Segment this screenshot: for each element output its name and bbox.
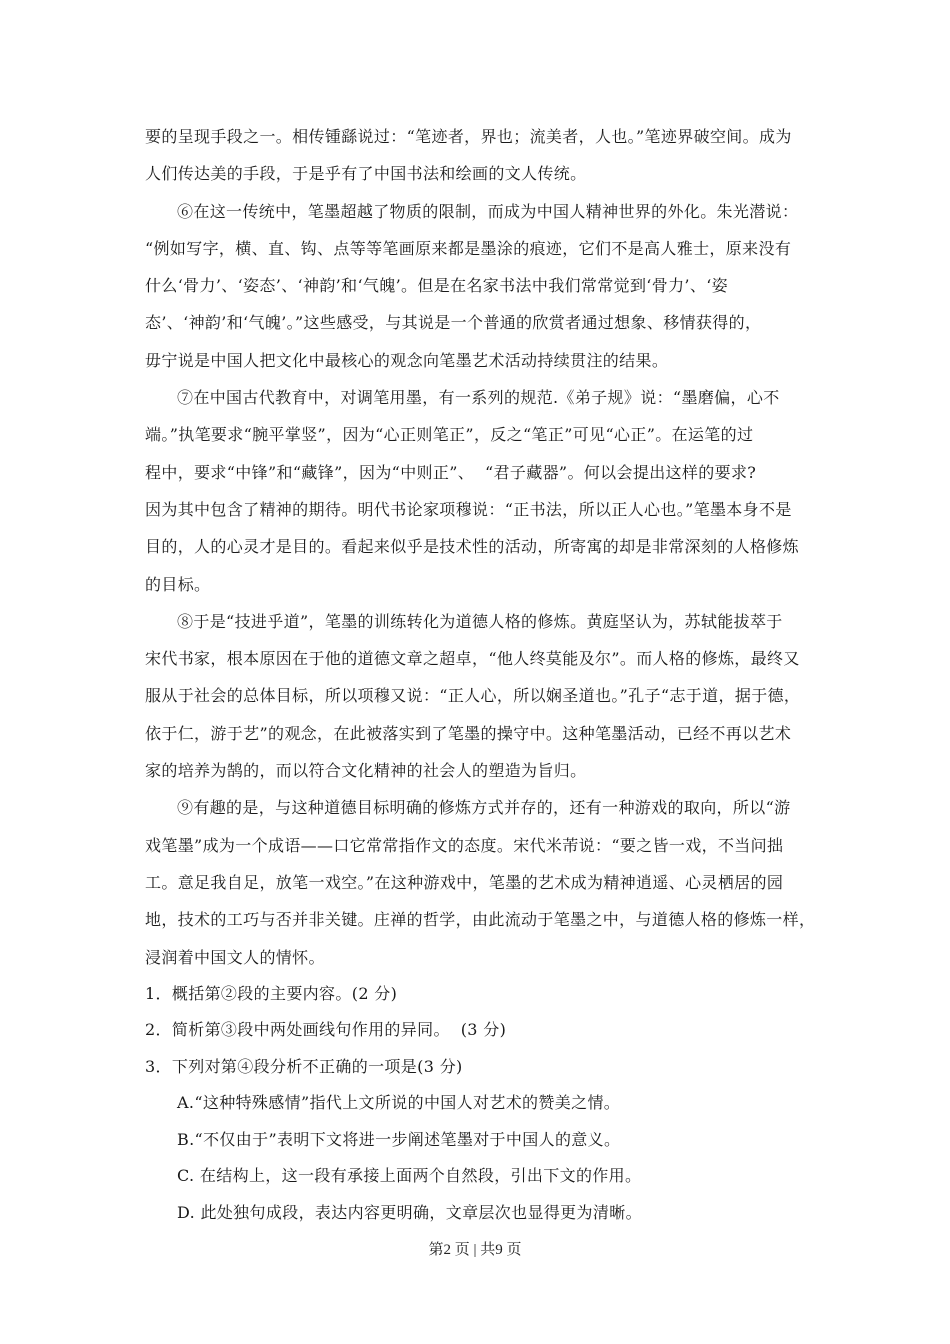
text-line: 要的呈现手段之一。相传锺繇说过：“笔迹者，界也；流美者，人也。”笔迹界破空间。成为 [145, 127, 792, 146]
text-line: 依于仁，游于艺”的观念，在此被落实到了笔墨的操守中。这种笔墨活动，已经不再以艺术 [145, 723, 792, 743]
text-line: 工。意足我自足，放笔一戏空。”在这种游戏中，笔墨的艺术成为精神逍遥、心灵栖居的园 [145, 872, 784, 892]
option-c: C. 在结构上，这一段有承接上面两个自然段，引出下文的作用。 [177, 1166, 642, 1186]
option-a: A.“这种特殊感情”指代上文所说的中国人对艺术的赞美之情。 [177, 1093, 621, 1113]
text-line: 程中，要求“中锋”和“藏锋”，因为“中则正”、 “君子藏器”。何以会提出这样的要求? [145, 462, 757, 482]
text-line: 态’、‘神韵’和‘气魄’。”这些感受，与其说是一个普通的欣赏者通过想象、移情获得的， [145, 313, 762, 333]
text-line: 家的培养为鹄的，而以符合文化精神的社会人的塑造为旨归。 [145, 761, 587, 781]
document-page [145, 118, 816, 1231]
page-footer: 第2 页 | 共9 页 [428, 1242, 522, 1258]
option-b: B.“不仅由于”表明下文将进一步阐述笔墨对于中国人的意义。 [177, 1129, 621, 1149]
text-line: 因为其中包含了精神的期待。明代书论家项穆说：“正书法，所以正人心也。”笔墨本身不是 [145, 499, 792, 519]
text-line: 服从于社会的总体目标，所以项穆又说：“正人心，所以娴圣道也。”孔子“志于道，据于德， [145, 686, 801, 706]
text-line: “例如写字，横、直、钩、点等等笔画原来都是墨涂的痕迹，它们不是高人雅士，原来没有 [145, 238, 792, 258]
text-line: 人们传达美的手段，于是乎有了中国书法和绘画的文人传统。 [145, 164, 587, 184]
question-1: 1．概括第②段的主要内容。(2 分) [145, 983, 398, 1003]
paragraph-9 [145, 789, 816, 975]
paragraph-6 [145, 193, 807, 379]
text-line: 的目标。 [145, 574, 211, 594]
text-line: 戏笔墨”成为一个成语——口它常常指作文的态度。宋代米芾说：“要之皆一戏，不当问拙 [145, 835, 784, 855]
text-line: ⑥在这一传统中，笔墨超越了物质的限制，而成为中国人精神世界的外化。朱光潜说： [177, 201, 799, 221]
text-line: 端。”执笔要求“腕平掌竖”，因为“心正则笔正”，反之“笔正”可见“心正”。在运笔的过 [145, 425, 754, 445]
question-3: 3．下列对第④段分析不正确的一项是(3 分) [145, 1056, 463, 1076]
paragraph-8 [145, 603, 807, 789]
question-list [145, 976, 807, 1086]
text-line: ⑨有趣的是，与这种道德目标明确的修炼方式并存的，还有一种游戏的取向，所以“游 [177, 798, 791, 818]
question-3-options [145, 1085, 807, 1231]
text-line: ⑧于是“技进乎道”，笔墨的训练转化为道德人格的修炼。黄庭坚认为，苏轼能拔萃于 [177, 611, 783, 631]
question-2: 2．简析第③段中两处画线句作用的异同。 (3 分) [145, 1020, 507, 1040]
text-line: 目的，人的心灵才是目的。看起来似乎是技术性的活动，所寄寓的却是非常深刻的人格修炼 [145, 537, 800, 557]
text-line: 地，技术的工巧与否并非关键。庄禅的哲学，由此流动于笔墨之中，与道德人格的修炼一样， [145, 910, 816, 930]
paragraph-7 [145, 379, 807, 603]
text-line: 宋代书家，根本原因在于他的道德文章之超卓，“他人终莫能及尔”。而人格的修炼，最终又 [145, 649, 800, 669]
text-line: 什么‘骨力’、‘姿态’、‘神韵’和‘气魄’。但是在名家书法中我们常常觉到‘骨力’、‘姿 [145, 276, 728, 296]
option-d: D. 此处独句成段，表达内容更明确，文章层次也显得更为清晰。 [177, 1202, 642, 1222]
paragraph-5-end [145, 118, 807, 193]
text-line: ⑦在中国古代教育中，对调笔用墨，有一系列的规范.《弟子规》说：“墨磨偏，心不 [177, 388, 780, 408]
text-line: 浸润着中国文人的情怀。 [145, 947, 325, 967]
text-line: 毋宁说是中国人把文化中最核心的观念向笔墨艺术活动持续贯注的结果。 [145, 350, 669, 370]
